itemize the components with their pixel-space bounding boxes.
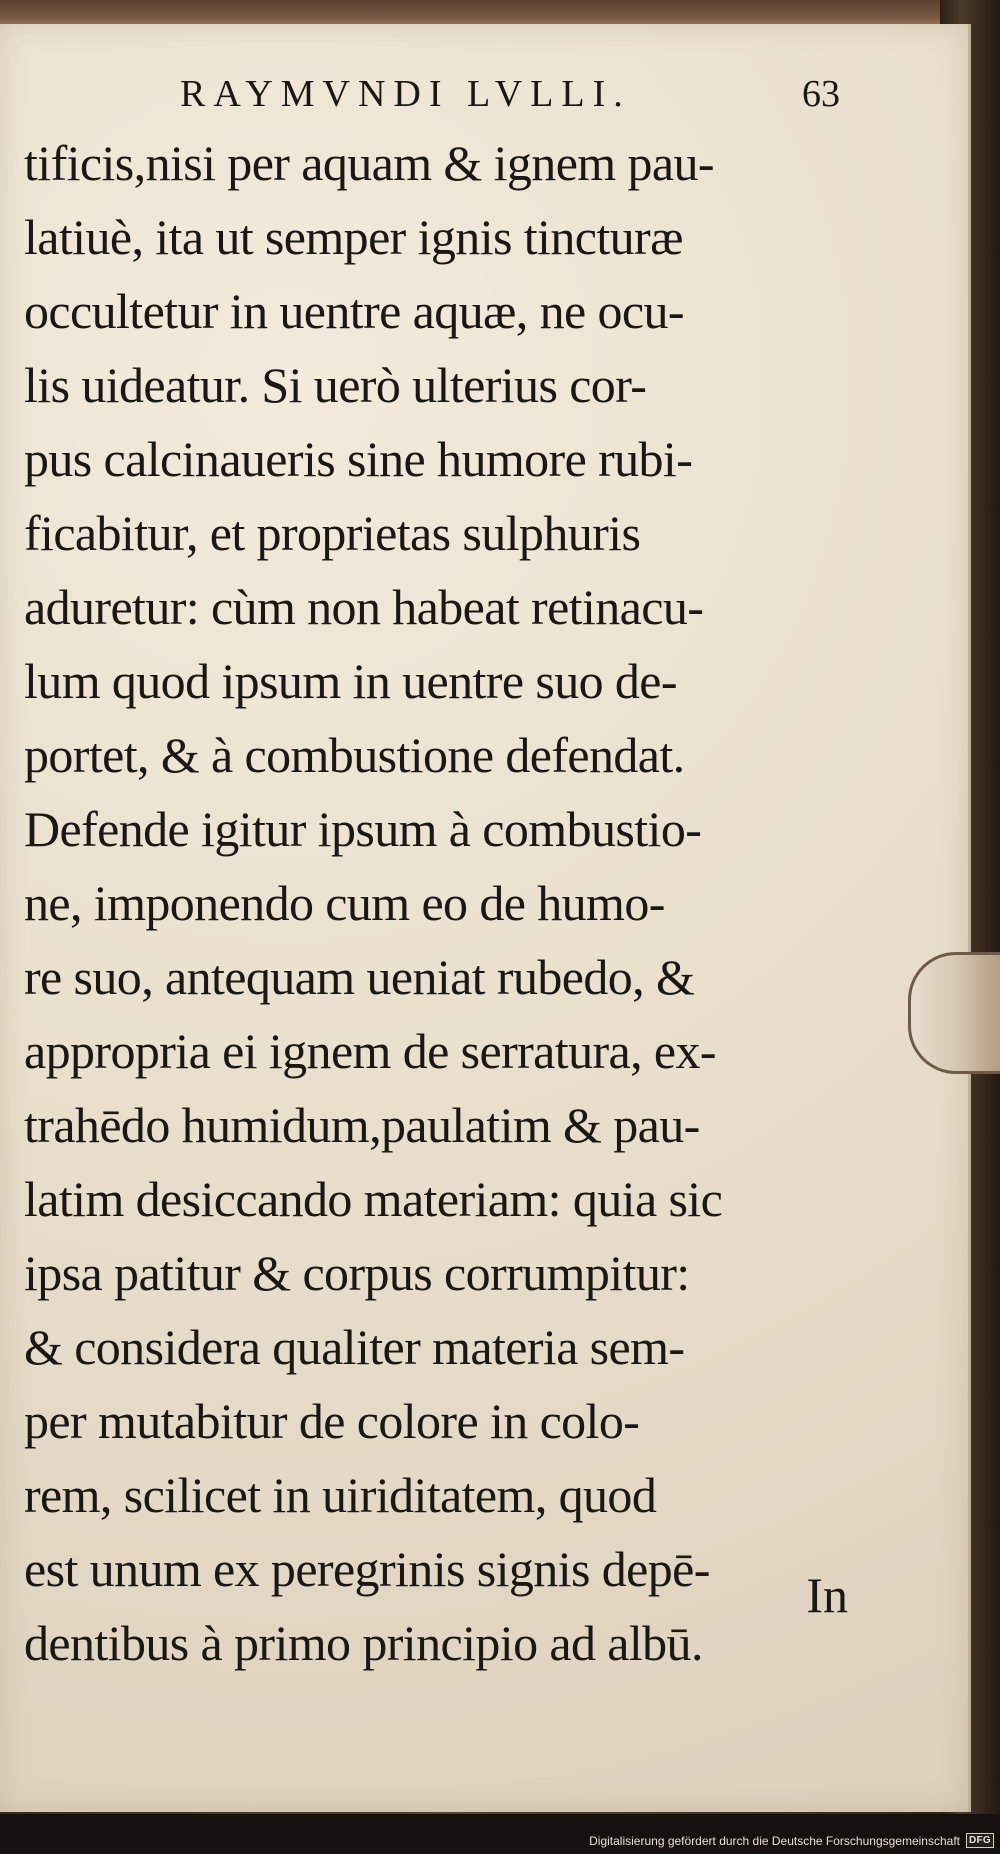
- text-line: dentibus à primo principio ad albū.: [24, 1615, 703, 1671]
- text-line: latiuè, ita ut semper ignis tincturæ: [24, 209, 683, 265]
- text-line: trahēdo humidum,paulatim & pau-: [24, 1097, 700, 1153]
- running-title: RAYMVNDI LVLLI.: [180, 73, 631, 115]
- digitization-credit: [589, 1833, 994, 1848]
- text-line: ne, imponendo cum eo de humo-: [24, 875, 665, 931]
- text-line: & considera qualiter materia sem-: [24, 1319, 685, 1375]
- catchword: In: [806, 1567, 848, 1623]
- text-line: rem, scilicet in uiriditatem, quod: [24, 1467, 657, 1523]
- book-edge-top: [0, 0, 960, 26]
- page: [0, 24, 971, 1812]
- text-line: aduretur: cùm non habeat retinacu-: [24, 579, 704, 635]
- text-line: portet, & à combustione defendat.: [24, 727, 685, 783]
- body-text: [24, 126, 854, 1680]
- text-line: appropria ei ignem de serratura, ex-: [24, 1023, 716, 1079]
- text-line: occultetur in uentre aquæ, ne ocu-: [24, 283, 684, 339]
- dfg-logo: DFG: [966, 1833, 994, 1848]
- page-number: 63: [802, 73, 840, 115]
- text-line: lis uideatur. Si uerò ulterius cor-: [24, 357, 647, 413]
- text-line: pus calcinaueris sine humore rubi-: [24, 431, 693, 487]
- text-line: lum quod ipsum in uentre suo de-: [24, 653, 677, 709]
- text-line: ficabitur, et proprietas sulphuris: [24, 505, 641, 561]
- text-line: est unum ex peregrinis signis depē-: [24, 1541, 710, 1597]
- text-line: Defende igitur ipsum à combustio-: [24, 801, 702, 857]
- text-line: latim desiccando materiam: quia sic: [24, 1171, 723, 1227]
- credit-text: Digitalisierung gefördert durch die Deutsche Forschungsgemeinschaft: [589, 1833, 960, 1848]
- text-line: re suo, antequam ueniat rubedo, &: [24, 949, 695, 1005]
- text-line: tificis,nisi per aquam & ignem pau-: [24, 135, 714, 191]
- text-line: ipsa patitur & corpus corrumpitur:: [24, 1245, 690, 1301]
- page-clip-tab: [908, 952, 1000, 1074]
- text-line: per mutabitur de colore in colo-: [24, 1393, 640, 1449]
